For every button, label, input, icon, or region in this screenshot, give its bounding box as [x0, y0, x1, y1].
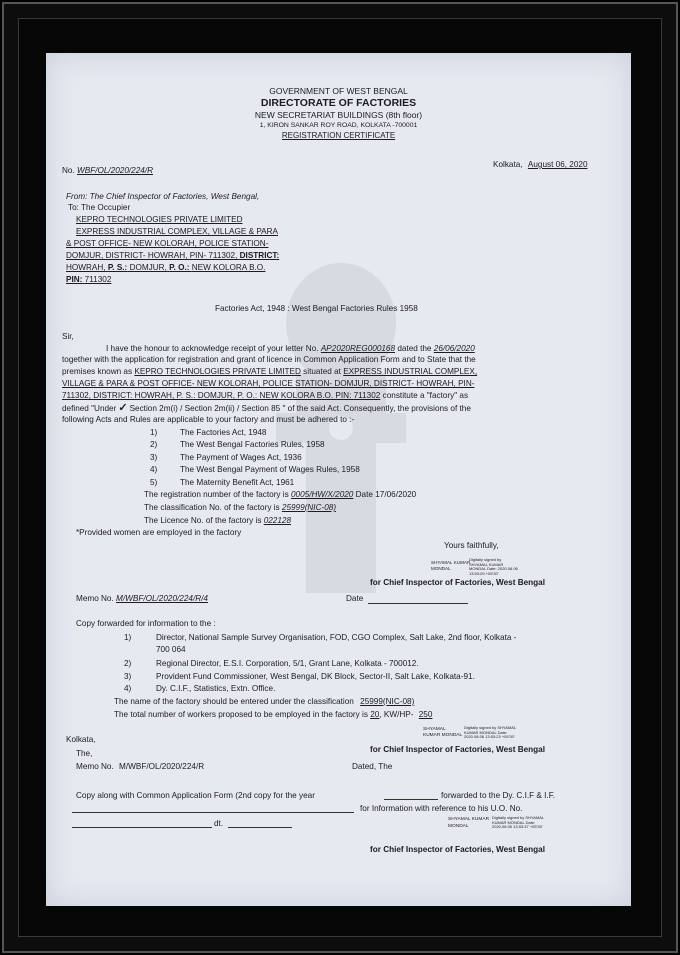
occupier-name: KEPRO TECHNOLOGIES PRIVATE LIMITED — [76, 215, 243, 224]
body-line-6: defined "Under ✓ Section 2m(i) / Section 2m(ii) / Section 85 " of the said Act. Consequently, the provisions of the — [62, 402, 471, 414]
building-line: NEW SECRETARIAT BUILDINGS (8th floor) — [254, 110, 423, 120]
kw-hp-value: 250 — [418, 710, 433, 719]
signatory-designation: for Chief Inspector of Factories, West Bengal — [370, 745, 545, 754]
copy-along-line: Copy along with Common Application Form (2nd copy for the year — [76, 791, 315, 800]
copy-item-num: 3) — [124, 672, 132, 681]
signer-name: SHYAMAL — [423, 727, 446, 732]
certificate-title: REGISTRATION CERTIFICATE — [281, 131, 396, 140]
women-note: *Provided women are employed in the factory — [76, 528, 242, 537]
body-line-4: VILLAGE & PARA & POST OFFICE- NEW KOLORAH, POLICE STATION- DOMJUR, DISTRICT- HOWRAH, PIN- — [62, 379, 475, 388]
copy-item: Director, National Sample Survey Organisation, FOD, CGO Complex, Salt Lake, 2nd floor, Kolkata - — [156, 633, 517, 642]
copy-item-num: 2) — [124, 659, 132, 668]
signatory-designation: for Chief Inspector of Factories, West Bengal — [370, 845, 545, 854]
workers-note: The total number of workers proposed to be employed in the factory is 20, KW/HP- 250 — [114, 710, 433, 719]
memo-number: Memo No. M/WBF/OL/2020/224/R/4 — [76, 594, 208, 603]
body-line-3: premises known as KEPRO TECHNOLOGIES PRIVATE LIMITED situated at EXPRESS INDUSTRIAL COMPLEX, — [62, 367, 478, 376]
act-item-num: 5) — [150, 478, 158, 487]
signer-name: SHYAMAL KUMAR — [431, 560, 471, 565]
signer-name-2: MONDAL — [448, 824, 469, 829]
occupier-address-1: EXPRESS INDUSTRIAL COMPLEX, VILLAGE & PARA — [76, 227, 279, 236]
licence-number: The Licence No. of the factory is 022128 — [144, 516, 292, 525]
occupier-pin: PIN: 711302 — [66, 275, 112, 284]
act-item: The Maternity Benefit Act, 1961 — [180, 478, 295, 487]
address-line: 1, KIRON SANKAR ROY ROAD, KOLKATA -700001 — [259, 122, 418, 129]
workers-count: 20 — [370, 710, 380, 719]
occupier-address-3: DOMJUR, DISTRICT- HOWRAH, PIN- 711302, DISTRICT: — [66, 251, 280, 260]
applicant-letter-no: AP2020REG000168 — [320, 344, 396, 353]
act-item-num: 3) — [150, 453, 158, 462]
copy-item-num: 4) — [124, 684, 132, 693]
forwarded-line: forwarded to the Dy. C.I.F & I.F. — [441, 791, 556, 800]
classification-number-value: 25999(NIC-08) — [281, 503, 337, 512]
act-item-num: 1) — [150, 428, 158, 437]
act-item-num: 2) — [150, 440, 158, 449]
act-title: Factories Act, 1948 : West Bengal Factories Rules 1958 — [215, 304, 418, 313]
registration-number-value: 0005/HW/X/2020 — [291, 490, 354, 499]
letter-date: Kolkata, August 06, 2020 — [493, 160, 588, 169]
act-item: The Factories Act, 1948 — [180, 428, 267, 437]
classification-note-value: 25999(NIC-08) — [360, 697, 415, 706]
body-line-7: following Acts and Rules are applicable to your factory and must be adhered to :- — [62, 415, 355, 424]
copy-intro: Copy forwarded for information to the : — [76, 619, 216, 628]
registration-date: Date 17/06/2020 — [355, 490, 417, 499]
signer-name: SHYAMAL KUMAR — [448, 817, 490, 822]
memo-number-2-value: M/WBF/OL/2020/224/R — [119, 762, 205, 771]
to-line: To: The Occupier — [68, 203, 131, 212]
dt-blank — [228, 827, 292, 828]
classification-note: The name of the factory should be entered under the classification 25999(NIC-08) — [114, 697, 415, 706]
act-item-num: 4) — [150, 465, 158, 474]
classification-number: The classification No. of the factory is 25999(NIC-08) — [144, 503, 337, 512]
certificate-document — [46, 53, 631, 906]
dt-label: dt. — [214, 819, 224, 828]
from-line: From: The Chief Inspector of Factories, West Bengal, — [66, 192, 260, 201]
copy-item-num: 1) — [124, 633, 132, 642]
uo-blank — [72, 827, 212, 828]
occupier-address-2: & POST OFFICE- NEW KOLORAH, POLICE STATION- — [66, 239, 269, 248]
premises-name: KEPRO TECHNOLOGIES PRIVATE LIMITED — [134, 367, 301, 376]
the-label: The, — [76, 749, 93, 758]
act-item: The West Bengal Payment of Wages Rules, 1958 — [180, 465, 360, 474]
body-line-2: together with the application for registration and grant of licence in Common Application Form and to State that the — [62, 355, 476, 364]
copy-item: Provident Fund Commissioner, West Bengal, DK Block, Sector-II, Salt Lake, Kolkata-91. — [156, 672, 475, 681]
govt-title: GOVERNMENT OF WEST BENGAL — [269, 86, 408, 96]
act-item: The West Bengal Factories Rules, 1958 — [180, 440, 325, 449]
digital-signature: Digitally signed by SHYAMAL KUMAR MONDAL Date: 2020.08.06 13:53:09 +05'30' — [469, 557, 518, 576]
registration-number: The registration number of the factory is 0005/HW/X/2020 Date 17/06/2020 — [144, 490, 417, 499]
signatory-designation: for Chief Inspector of Factories, West Bengal — [370, 578, 545, 587]
signer-name-2: MONDAL — [431, 566, 451, 571]
yours-faithfully: Yours faithfully, — [444, 541, 499, 550]
occupier-address-4: HOWRAH, P. S.: DOMJUR, P. O.: NEW KOLORA B.O. — [66, 263, 266, 272]
info-blank — [72, 812, 354, 813]
digital-signature: Digitally signed by SHYAMAL KUMAR MONDAL Date: 2020.08.06 13:53:23 +05'30' — [464, 725, 517, 739]
body-line-1: I have the honour to acknowledge receipt of your letter No. AP2020REG000168 dated the 26/06/2020 — [106, 344, 475, 353]
year-blank — [384, 799, 438, 800]
copy-item-cont: 700 064 — [156, 645, 186, 654]
memo-date-label: Date — [346, 594, 364, 603]
letter-date-value: August 06, 2020 — [527, 160, 588, 169]
digital-signature: Digitally signed by SHYAMAL KUMAR MONDAL Date: 2020.08.06 13:53:37 +05'30' — [492, 815, 545, 829]
salutation: Sir, — [62, 332, 74, 341]
kolkata-label: Kolkata, — [66, 735, 96, 744]
act-item: The Payment of Wages Act, 1936 — [180, 453, 302, 462]
dated-label: Dated, The — [352, 762, 393, 771]
checkmark-icon: ✓ — [118, 402, 128, 414]
copy-item: Dy. C.I.F., Statistics, Extn. Office. — [156, 684, 276, 693]
memo-date-blank — [368, 603, 468, 604]
info-line: for Information with reference to his U.O. No. — [360, 804, 523, 813]
memo-number-value: M/WBF/OL/2020/224/R/4 — [116, 594, 208, 603]
copy-item: Regional Director, E.S.I. Corporation, 5/1, Grant Lane, Kolkata - 700012. — [156, 659, 419, 668]
licence-number-value: 022128 — [263, 516, 292, 525]
directorate-title: DIRECTORATE OF FACTORIES — [260, 97, 417, 109]
ref-number-value: WBF/OL/2020/224/R — [77, 166, 154, 175]
body-line-5: 711302, DISTRICT: HOWRAH, P. S.: DOMJUR, P. O.: NEW KOLORA B.O. PIN: 711302 constitute a "factory" as — [62, 391, 469, 400]
memo-number-2: Memo No. M/WBF/OL/2020/224/R — [76, 762, 205, 771]
applicant-letter-date: 26/06/2020 — [433, 344, 475, 353]
signer-name-2: KUMAR MONDAL — [423, 733, 463, 738]
ref-number: No. WBF/OL/2020/224/R — [62, 166, 154, 175]
